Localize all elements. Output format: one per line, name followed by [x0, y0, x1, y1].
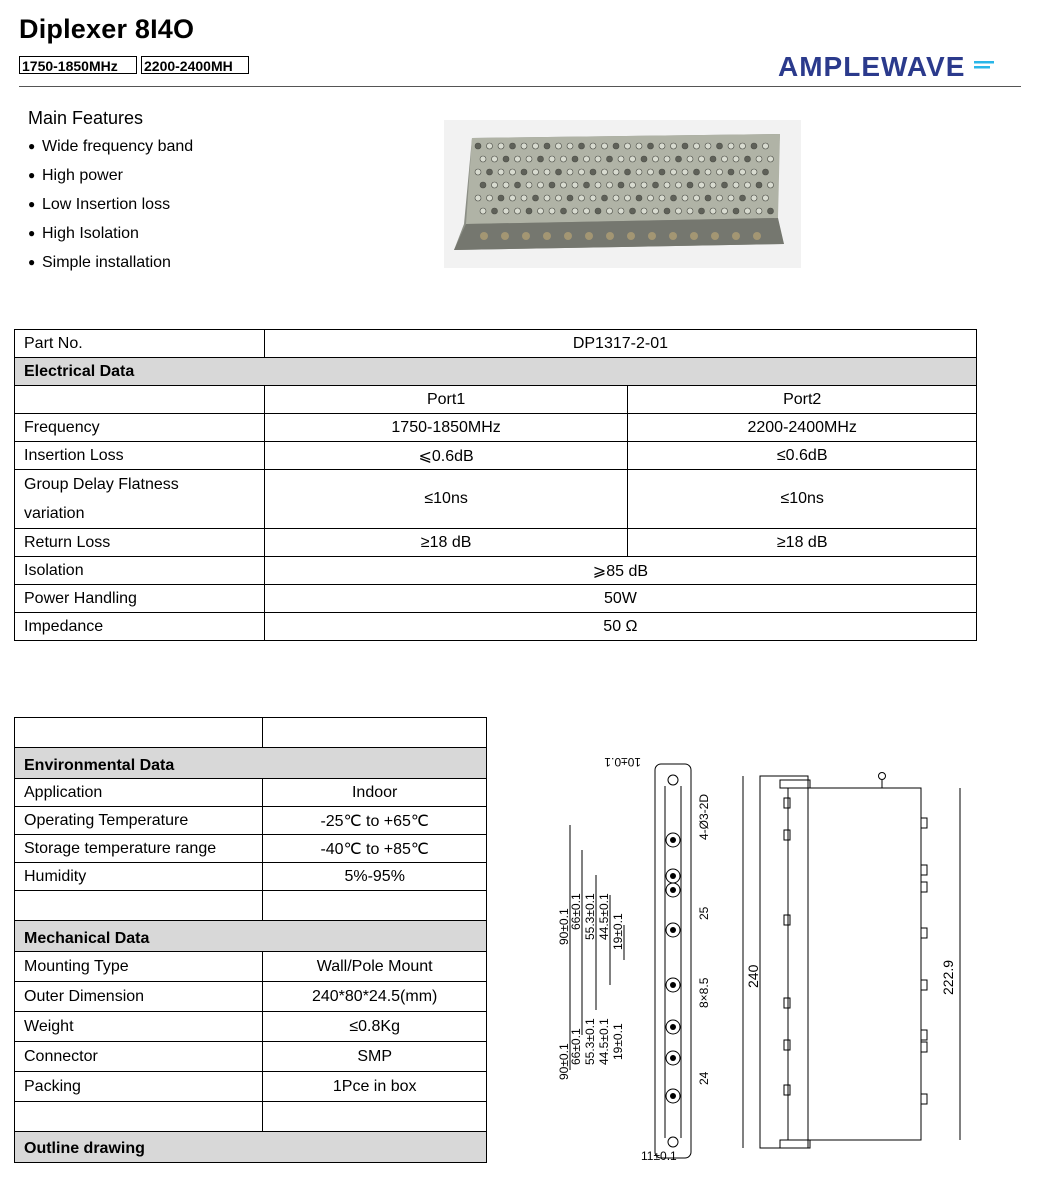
row-label: Outer Dimension [15, 982, 263, 1012]
port1-header: Port1 [264, 386, 628, 414]
row-value: 50 Ω [264, 613, 976, 641]
row-label: Storage temperature range [15, 835, 263, 863]
dim-19b: 19±0.1 [611, 1023, 625, 1060]
dim-8x85: 8×8.5 [697, 977, 711, 1008]
dim-44: 44.5±0.1 [597, 893, 611, 940]
table-row [15, 442, 977, 470]
dim-222: 222.9 [940, 959, 956, 995]
row-value: Indoor [263, 779, 487, 807]
features-heading: Main Features [28, 108, 144, 128]
row-value: ≤0.8Kg [263, 1012, 487, 1042]
side-tabs [784, 798, 927, 1104]
port2-value: ≥18 dB [628, 529, 977, 557]
port-header-row [15, 386, 977, 414]
row-value: ⩾85 dB [264, 557, 976, 585]
product-photo [444, 120, 801, 268]
dim-24: 24 [697, 1071, 711, 1085]
mechanical-section-title: Mechanical Data [15, 921, 487, 952]
environmental-mechanical-table [14, 717, 487, 1163]
brand-name: AMPLEWAVE [778, 51, 966, 82]
port1-value: ≥18 dB [264, 529, 628, 557]
electrical-table [14, 329, 977, 641]
table-row [15, 807, 487, 835]
main-features [28, 108, 193, 277]
dim-55: 55.3±0.1 [583, 893, 597, 940]
dim-66: 66±0.1 [569, 893, 583, 930]
dim-25: 25 [697, 906, 711, 920]
row-label: Impedance [15, 613, 265, 641]
outline-drawing [548, 740, 988, 1180]
electrical-section-title: Electrical Data [15, 358, 977, 386]
table-row [15, 835, 487, 863]
port1-value: ⩽0.6dB [264, 442, 628, 470]
row-value: 5%-95% [263, 863, 487, 891]
dim-top: 10±0.1 [604, 755, 641, 769]
port2-header: Port2 [628, 386, 977, 414]
row-value: SMP [263, 1042, 487, 1072]
row-label: Application [15, 779, 263, 807]
row-label: Frequency [15, 414, 265, 442]
empty-cell [15, 386, 265, 414]
row-label: Return Loss [15, 529, 265, 557]
row-label: Mounting Type [15, 952, 263, 982]
table-row [15, 863, 487, 891]
row-value: -25℃ to +65℃ [263, 807, 487, 835]
table-row [15, 952, 487, 982]
dim-bottom: 11±0.1 [641, 1149, 677, 1163]
dim-44b: 44.5±0.1 [597, 1018, 611, 1065]
part-number-label: Part No. [15, 330, 265, 358]
port2-value: ≤10ns [628, 470, 977, 529]
dim-19: 19±0.1 [611, 913, 625, 950]
section-header [15, 748, 487, 779]
table-row [15, 613, 977, 641]
row-label: Connector [15, 1042, 263, 1072]
blank-row [15, 891, 487, 921]
dim-90: 90±0.1 [557, 908, 571, 945]
table-row [15, 779, 487, 807]
dim-55b: 55.3±0.1 [583, 1018, 597, 1065]
table-row [15, 1072, 487, 1102]
table-row [15, 414, 977, 442]
section-header [15, 921, 487, 952]
dim-holes: 4-Ø3-2D [697, 793, 711, 840]
dim-240: 240 [745, 964, 761, 988]
table-row [15, 470, 977, 529]
row-value: -40℃ to +85℃ [263, 835, 487, 863]
port2-value: 2200-2400MHz [628, 414, 977, 442]
feature-item: ● High power [28, 167, 123, 184]
table-row [15, 585, 977, 613]
frequency-tag-1: 1750-1850MHz [19, 56, 137, 74]
section-header [15, 358, 977, 386]
part-number-row [15, 330, 977, 358]
frequency-tag-2: 2200-2400MH [141, 56, 249, 74]
outline-section-title: Outline drawing [15, 1132, 487, 1163]
dim-90b: 90±0.1 [557, 1043, 571, 1080]
table-row [15, 1042, 487, 1072]
feature-item: ● Wide frequency band [28, 138, 194, 155]
connector-row [666, 775, 680, 1147]
feature-item: ● Simple installation [28, 254, 171, 271]
port2-value: ≤0.6dB [628, 442, 977, 470]
amplewave-logo [778, 48, 1008, 82]
dim-66b: 66±0.1 [569, 1028, 583, 1065]
row-label: Operating Temperature [15, 807, 263, 835]
environmental-section-title: Environmental Data [15, 748, 487, 779]
table-row [15, 557, 977, 585]
section-header [15, 1132, 487, 1163]
port1-value: ≤10ns [264, 470, 628, 529]
part-number-value: DP1317-2-01 [264, 330, 976, 358]
row-value: 50W [264, 585, 976, 613]
row-label: Insertion Loss [15, 442, 265, 470]
row-label: Isolation [15, 557, 265, 585]
row-label: Group Delay Flatness variation [15, 470, 265, 529]
table-row [15, 1012, 487, 1042]
row-label: Packing [15, 1072, 263, 1102]
blank-row [15, 718, 487, 748]
table-row [15, 529, 977, 557]
table-row [15, 982, 487, 1012]
port1-value: 1750-1850MHz [264, 414, 628, 442]
blank-row [15, 1102, 487, 1132]
row-label: Humidity [15, 863, 263, 891]
row-value: Wall/Pole Mount [263, 952, 487, 982]
header-divider [19, 86, 1021, 87]
feature-item: ● High Isolation [28, 225, 139, 242]
feature-item: ● Low Insertion loss [28, 196, 171, 213]
product-title: Diplexer 8I4O [19, 14, 195, 44]
row-label: Power Handling [15, 585, 265, 613]
row-label: Weight [15, 1012, 263, 1042]
row-value: 240*80*24.5(mm) [263, 982, 487, 1012]
row-value: 1Pce in box [263, 1072, 487, 1102]
